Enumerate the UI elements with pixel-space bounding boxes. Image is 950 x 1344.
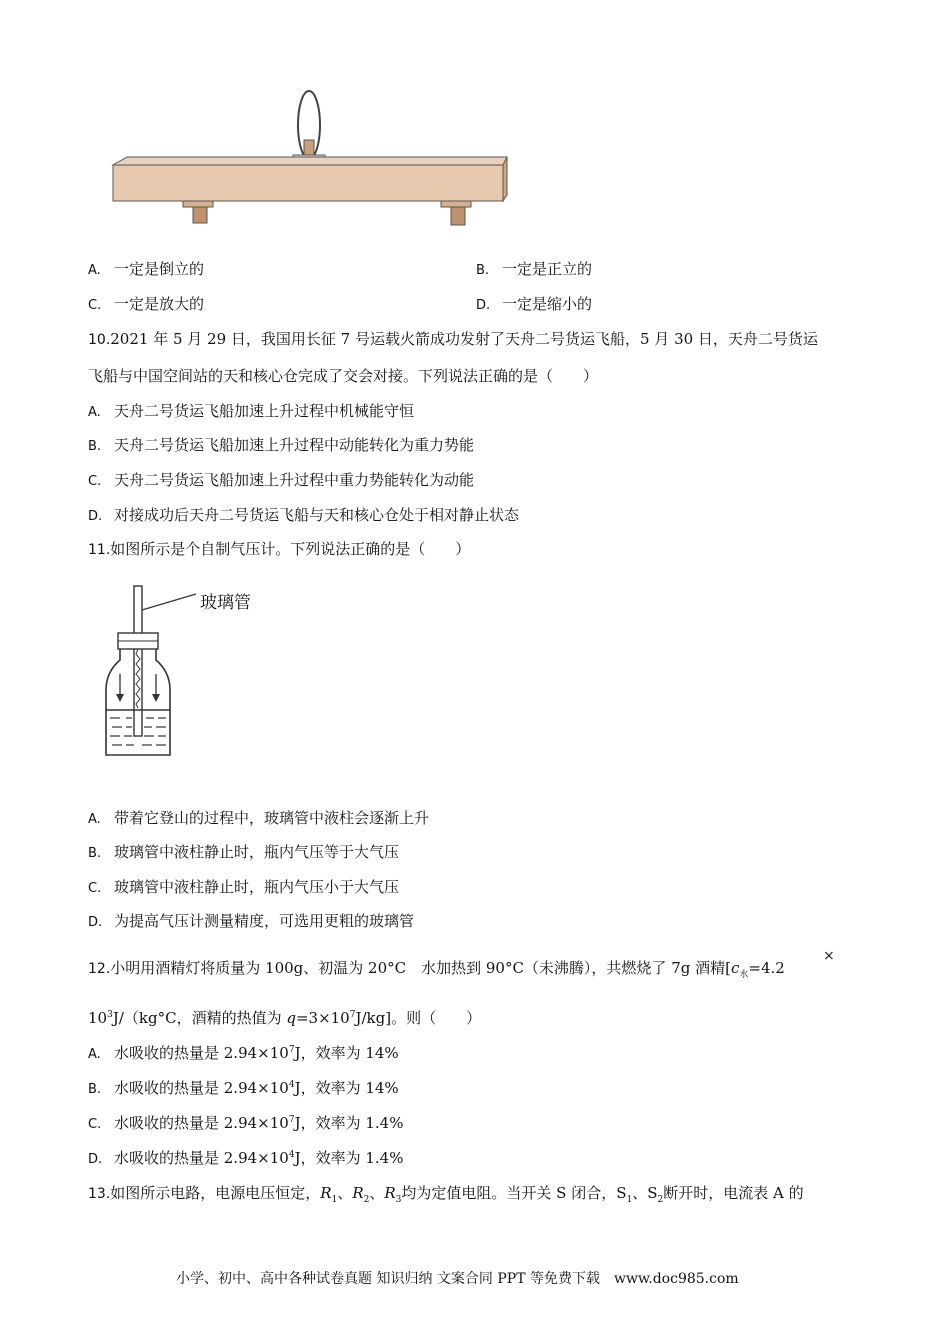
q13-stem: 13.如图所示电路，电源电压恒定，$R_1$、$R_2$、$R_3$均为定值电阻。当开关 S 闭合，$S_1$、$S_2$断开时，电流表 A 的 (88, 1184, 804, 1205)
page-footer: 小学、初中、高中各种试卷真题 知识归纳 文案合同 PPT 等免费下载 www.doc985.com (176, 1271, 739, 1287)
q9-option-d: D. 一定是缩小的 (476, 295, 593, 313)
q12-stem-line2: $10^3J/(kg^\circ C$，酒精的热值为 $q=3\times 10^7J/kg$]。则（ ） (88, 1009, 482, 1027)
q12-stem-line1: 12.小明用酒精灯将质量为 100g、初温为 20°C 水加热到 90°C（未沸腾），共燃烧了 7g 酒精[$c_水=4.2$ (88, 959, 785, 980)
q12-number: 12. (88, 961, 111, 977)
glass-tube-label: 玻璃管 (200, 593, 251, 613)
q13-number: 13. (88, 1186, 111, 1202)
q11-option-c: C. 玻璃管中液柱静止时，瓶内气压小于大气压 (88, 878, 400, 896)
barometer-figure (100, 580, 280, 765)
q9-option-a: A. 一定是倒立的 (88, 260, 205, 278)
q10-option-d: D. 对接成功后天舟二号货运飞船与天和核心仓处于相对静止状态 (88, 506, 520, 524)
q12-option-c: C. 水吸收的热量是 $2.94\times 10^7J$，效率为 1.4% (88, 1114, 404, 1132)
q12-option-a: A. 水吸收的热量是 $2.94\times 10^7J$，效率为 14% (88, 1044, 399, 1062)
q10-option-b: B. 天舟二号货运飞船加速上升过程中动能转化为重力势能 (88, 436, 475, 454)
q10-option-a: A. 天舟二号货运飞船加速上升过程中机械能守恒 (88, 402, 415, 420)
q10-stem-line1: 10.2021 年 5 月 29 日，我国用长征 7 号运载火箭成功发射了天舟二号货运飞船，5 月 30 日，天舟二号货运 (88, 330, 818, 348)
q10-number: 10. (88, 332, 111, 348)
q11-option-a: A. 带着它登山的过程中，玻璃管中液柱会逐渐上升 (88, 809, 430, 827)
optical-bench-figure (105, 85, 515, 235)
q12-option-d: D. 水吸收的热量是 $2.94\times 10^4J$，效率为 1.4% (88, 1149, 404, 1167)
q11-stem: 11.如图所示是个自制气压计。下列说法正确的是（ ） (88, 540, 471, 558)
q11-option-d: D. 为提高气压计测量精度，可选用更粗的玻璃管 (88, 912, 415, 930)
q9-option-b: B. 一定是正立的 (476, 260, 593, 278)
q11-option-b: B. 玻璃管中液柱静止时，瓶内气压等于大气压 (88, 843, 400, 861)
q10-stem-line2: 飞船与中国空间站的天和核心仓完成了交会对接。下列说法正确的是（ ） (88, 367, 599, 385)
q10-option-c: C. 天舟二号货运飞船加速上升过程中重力势能转化为动能 (88, 471, 475, 489)
q12-times-sign: × (823, 948, 835, 964)
q12-option-b: B. 水吸收的热量是 $2.94\times 10^4J$，效率为 14% (88, 1079, 399, 1097)
q11-number: 11. (88, 542, 111, 558)
q9-option-c: C. 一定是放大的 (88, 295, 205, 313)
